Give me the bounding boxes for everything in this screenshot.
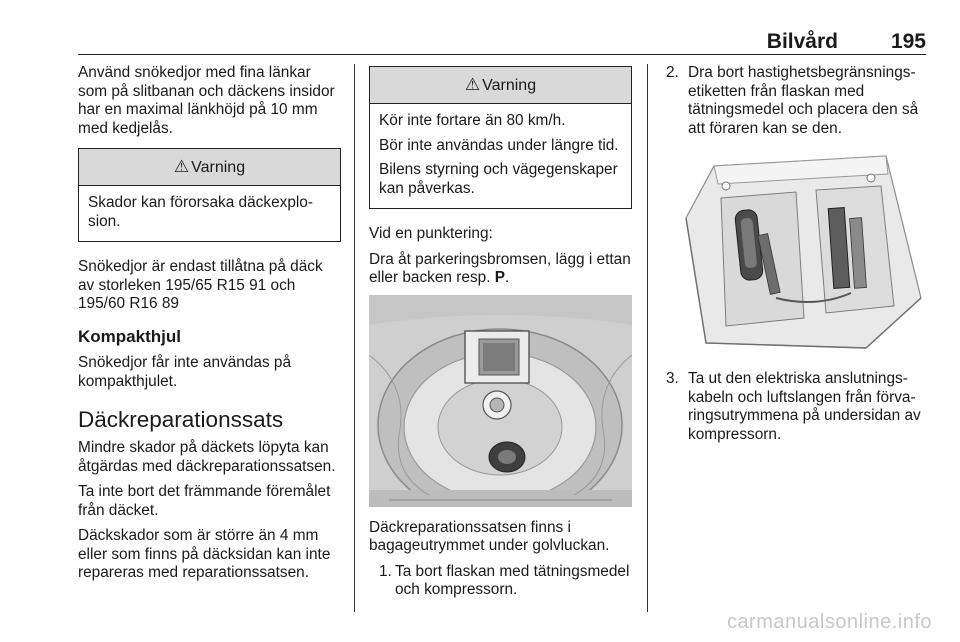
warning-title: Varning xyxy=(191,159,246,176)
warning-speed-text: Kör inte fortare än 80 km/h. xyxy=(379,112,566,129)
repair-kit-p3: Däckskador som är större än 4 mm eller som finns på däcksidan kan inte repareras med reparationssatsen. xyxy=(78,527,331,581)
warning-box-explosion xyxy=(78,148,341,242)
section-title: Bilvård xyxy=(766,30,838,53)
step-list-3 xyxy=(666,370,928,444)
step-3: 3. Ta ut den elektriska anslutningskabeln och luftslangen från förvaringsutrymmena på undersidan av kompressorn. xyxy=(666,370,921,443)
watermark: carmanualsonline.info xyxy=(726,611,932,633)
compact-wheel-text: Snökedjor får inte användas på kompakthjulet. xyxy=(78,354,292,390)
compressor-kit-illustration xyxy=(666,148,928,358)
step-number: 1. xyxy=(379,562,392,580)
gear-p: P xyxy=(494,269,506,286)
warning-body xyxy=(370,104,631,208)
puncture-instructions: Dra åt parkeringsbromsen, lägg i ettan eller backen resp. P. xyxy=(369,250,631,286)
chains-sizes-text: Snökedjor är endast tillåtna på däck av storleken 195/65 R15 91 och 195/60 R16 89 xyxy=(78,258,323,312)
warning-title: Varning xyxy=(482,77,537,94)
warning-triangle-icon: ⚠ xyxy=(464,75,481,94)
step-1: 1. Ta bort flaskan med tätningsmedel och kompressorn. xyxy=(379,562,630,598)
step-list-1 xyxy=(369,563,632,600)
repair-kit-p2: Ta inte bort det främmande föremålet från däcket. xyxy=(78,483,331,519)
column-2 xyxy=(369,64,632,606)
page-number: 195 xyxy=(890,30,926,53)
repair-kit-p1: Mindre skador på däckets löpyta kan åtgärdas med däckreparationssatsen. xyxy=(78,439,336,475)
step-list-2 xyxy=(666,64,928,138)
warning-triangle-icon: ⚠ xyxy=(173,157,190,176)
warning-handling-text: Bilens styrning och vägegenskaper kan påverkas. xyxy=(379,161,618,197)
page-header xyxy=(78,30,926,55)
repair-kit-heading: Däckreparationssats xyxy=(78,407,284,432)
warning-header xyxy=(79,149,340,186)
compact-wheel-heading: Kompakthjul xyxy=(78,326,181,346)
warning-header xyxy=(370,67,631,104)
snow-chain-intro: Använd snökedjor med fina länkar som på slitbanan och däckens insidor har en maximal länkhöjd på 10 mm med kedjelås. xyxy=(78,64,335,137)
step-2: 2. Dra bort hastighetsbegränsningsetiketten från flaskan med tätningsmedel och placera den så att föraren kan se den. xyxy=(666,64,919,137)
column-1 xyxy=(78,64,341,590)
puncture-heading: Vid en punktering: xyxy=(369,225,493,242)
warning-duration-text: Bör inte användas under längre tid. xyxy=(379,136,619,154)
warning-box-speed xyxy=(369,66,632,209)
spare-wheel-well-illustration xyxy=(369,295,632,507)
kit-location-text: Däckreparationssatsen finns i bagageutrymmet under golvluckan. xyxy=(369,518,610,554)
step-number: 2. xyxy=(666,64,679,81)
warning-text: Skador kan förorsaka däckexplosion. xyxy=(88,194,314,230)
step-number: 3. xyxy=(666,370,679,387)
column-divider-2 xyxy=(647,64,648,612)
column-3 xyxy=(666,64,928,450)
column-divider-1 xyxy=(354,64,355,612)
warning-body xyxy=(79,186,340,241)
